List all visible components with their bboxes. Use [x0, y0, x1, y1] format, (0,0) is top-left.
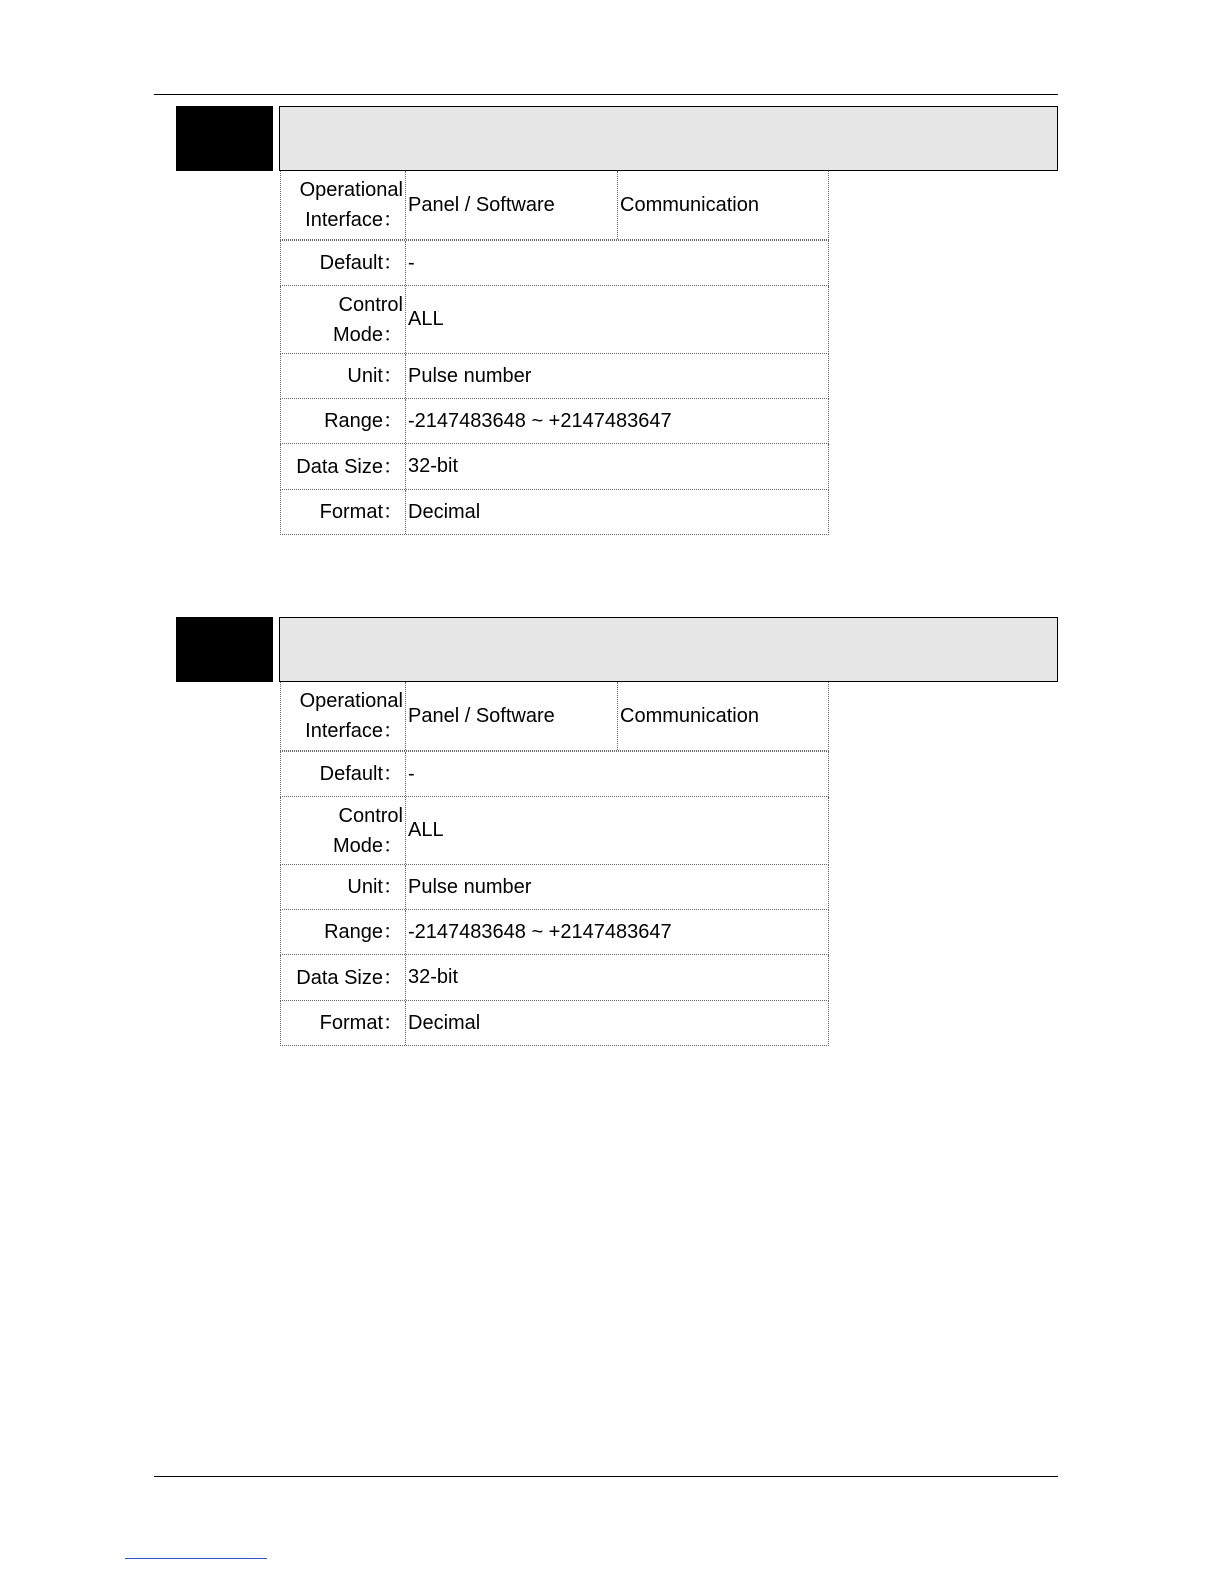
label-operational-interface: Operational Interface：	[281, 171, 406, 239]
value-format: Decimal	[408, 1011, 481, 1034]
value-communication: Communication	[620, 193, 759, 216]
header-cell-name	[372, 106, 829, 171]
row-data-size	[280, 444, 829, 490]
header-cell-code	[279, 617, 374, 682]
header-cell-address	[828, 617, 1058, 682]
parameter-code-tab	[176, 617, 273, 682]
row-operational-interface	[280, 171, 829, 240]
value-range: -2147483648 ~ +2147483647	[408, 920, 672, 943]
header-cell-address	[828, 106, 1058, 171]
row-data-size	[280, 955, 829, 1001]
value-control-mode: ALL	[408, 308, 444, 330]
value-default: -	[408, 251, 415, 274]
row-unit	[280, 865, 829, 910]
header-cell-code	[279, 106, 374, 171]
row-control-mode	[280, 286, 829, 354]
label-operational-interface: Operational Interface：	[281, 682, 406, 750]
header-cell-name	[372, 617, 829, 682]
value-panel-software: Panel / Software	[408, 682, 618, 750]
value-range: -2147483648 ~ +2147483647	[408, 409, 672, 432]
label-format: Format：	[281, 490, 406, 534]
row-default	[280, 240, 829, 286]
label-format: Format：	[281, 1001, 406, 1045]
label-default: Default：	[281, 241, 406, 285]
value-default: -	[408, 762, 415, 785]
parameter-block-1	[0, 106, 1224, 546]
value-format: Decimal	[408, 500, 481, 523]
label-data-size: Data Size：	[281, 955, 406, 1000]
row-range	[280, 399, 829, 444]
row-unit	[280, 354, 829, 399]
label-unit: Unit：	[281, 354, 406, 398]
row-operational-interface	[280, 682, 829, 751]
value-unit: Pulse number	[408, 364, 532, 387]
footer-rule	[154, 1476, 1058, 1477]
label-range: Range：	[281, 399, 406, 443]
value-communication: Communication	[620, 704, 759, 727]
label-range: Range：	[281, 910, 406, 954]
label-default: Default：	[281, 752, 406, 796]
label-unit: Unit：	[281, 865, 406, 909]
parameter-code-tab	[176, 106, 273, 171]
label-control-mode: Control Mode：	[281, 797, 406, 864]
header-rule	[154, 94, 1058, 95]
row-control-mode	[280, 797, 829, 865]
value-control-mode: ALL	[408, 819, 444, 841]
value-data-size: 32-bit	[408, 455, 459, 477]
parameter-block-2	[0, 617, 1224, 1057]
row-format	[280, 1001, 829, 1046]
value-data-size: 32-bit	[408, 966, 459, 988]
footer-link-underline[interactable]	[125, 1558, 267, 1559]
value-panel-software: Panel / Software	[408, 171, 618, 239]
row-format	[280, 490, 829, 535]
label-control-mode: Control Mode：	[281, 286, 406, 353]
value-unit: Pulse number	[408, 875, 532, 898]
row-range	[280, 910, 829, 955]
label-data-size: Data Size：	[281, 444, 406, 489]
row-default	[280, 751, 829, 797]
